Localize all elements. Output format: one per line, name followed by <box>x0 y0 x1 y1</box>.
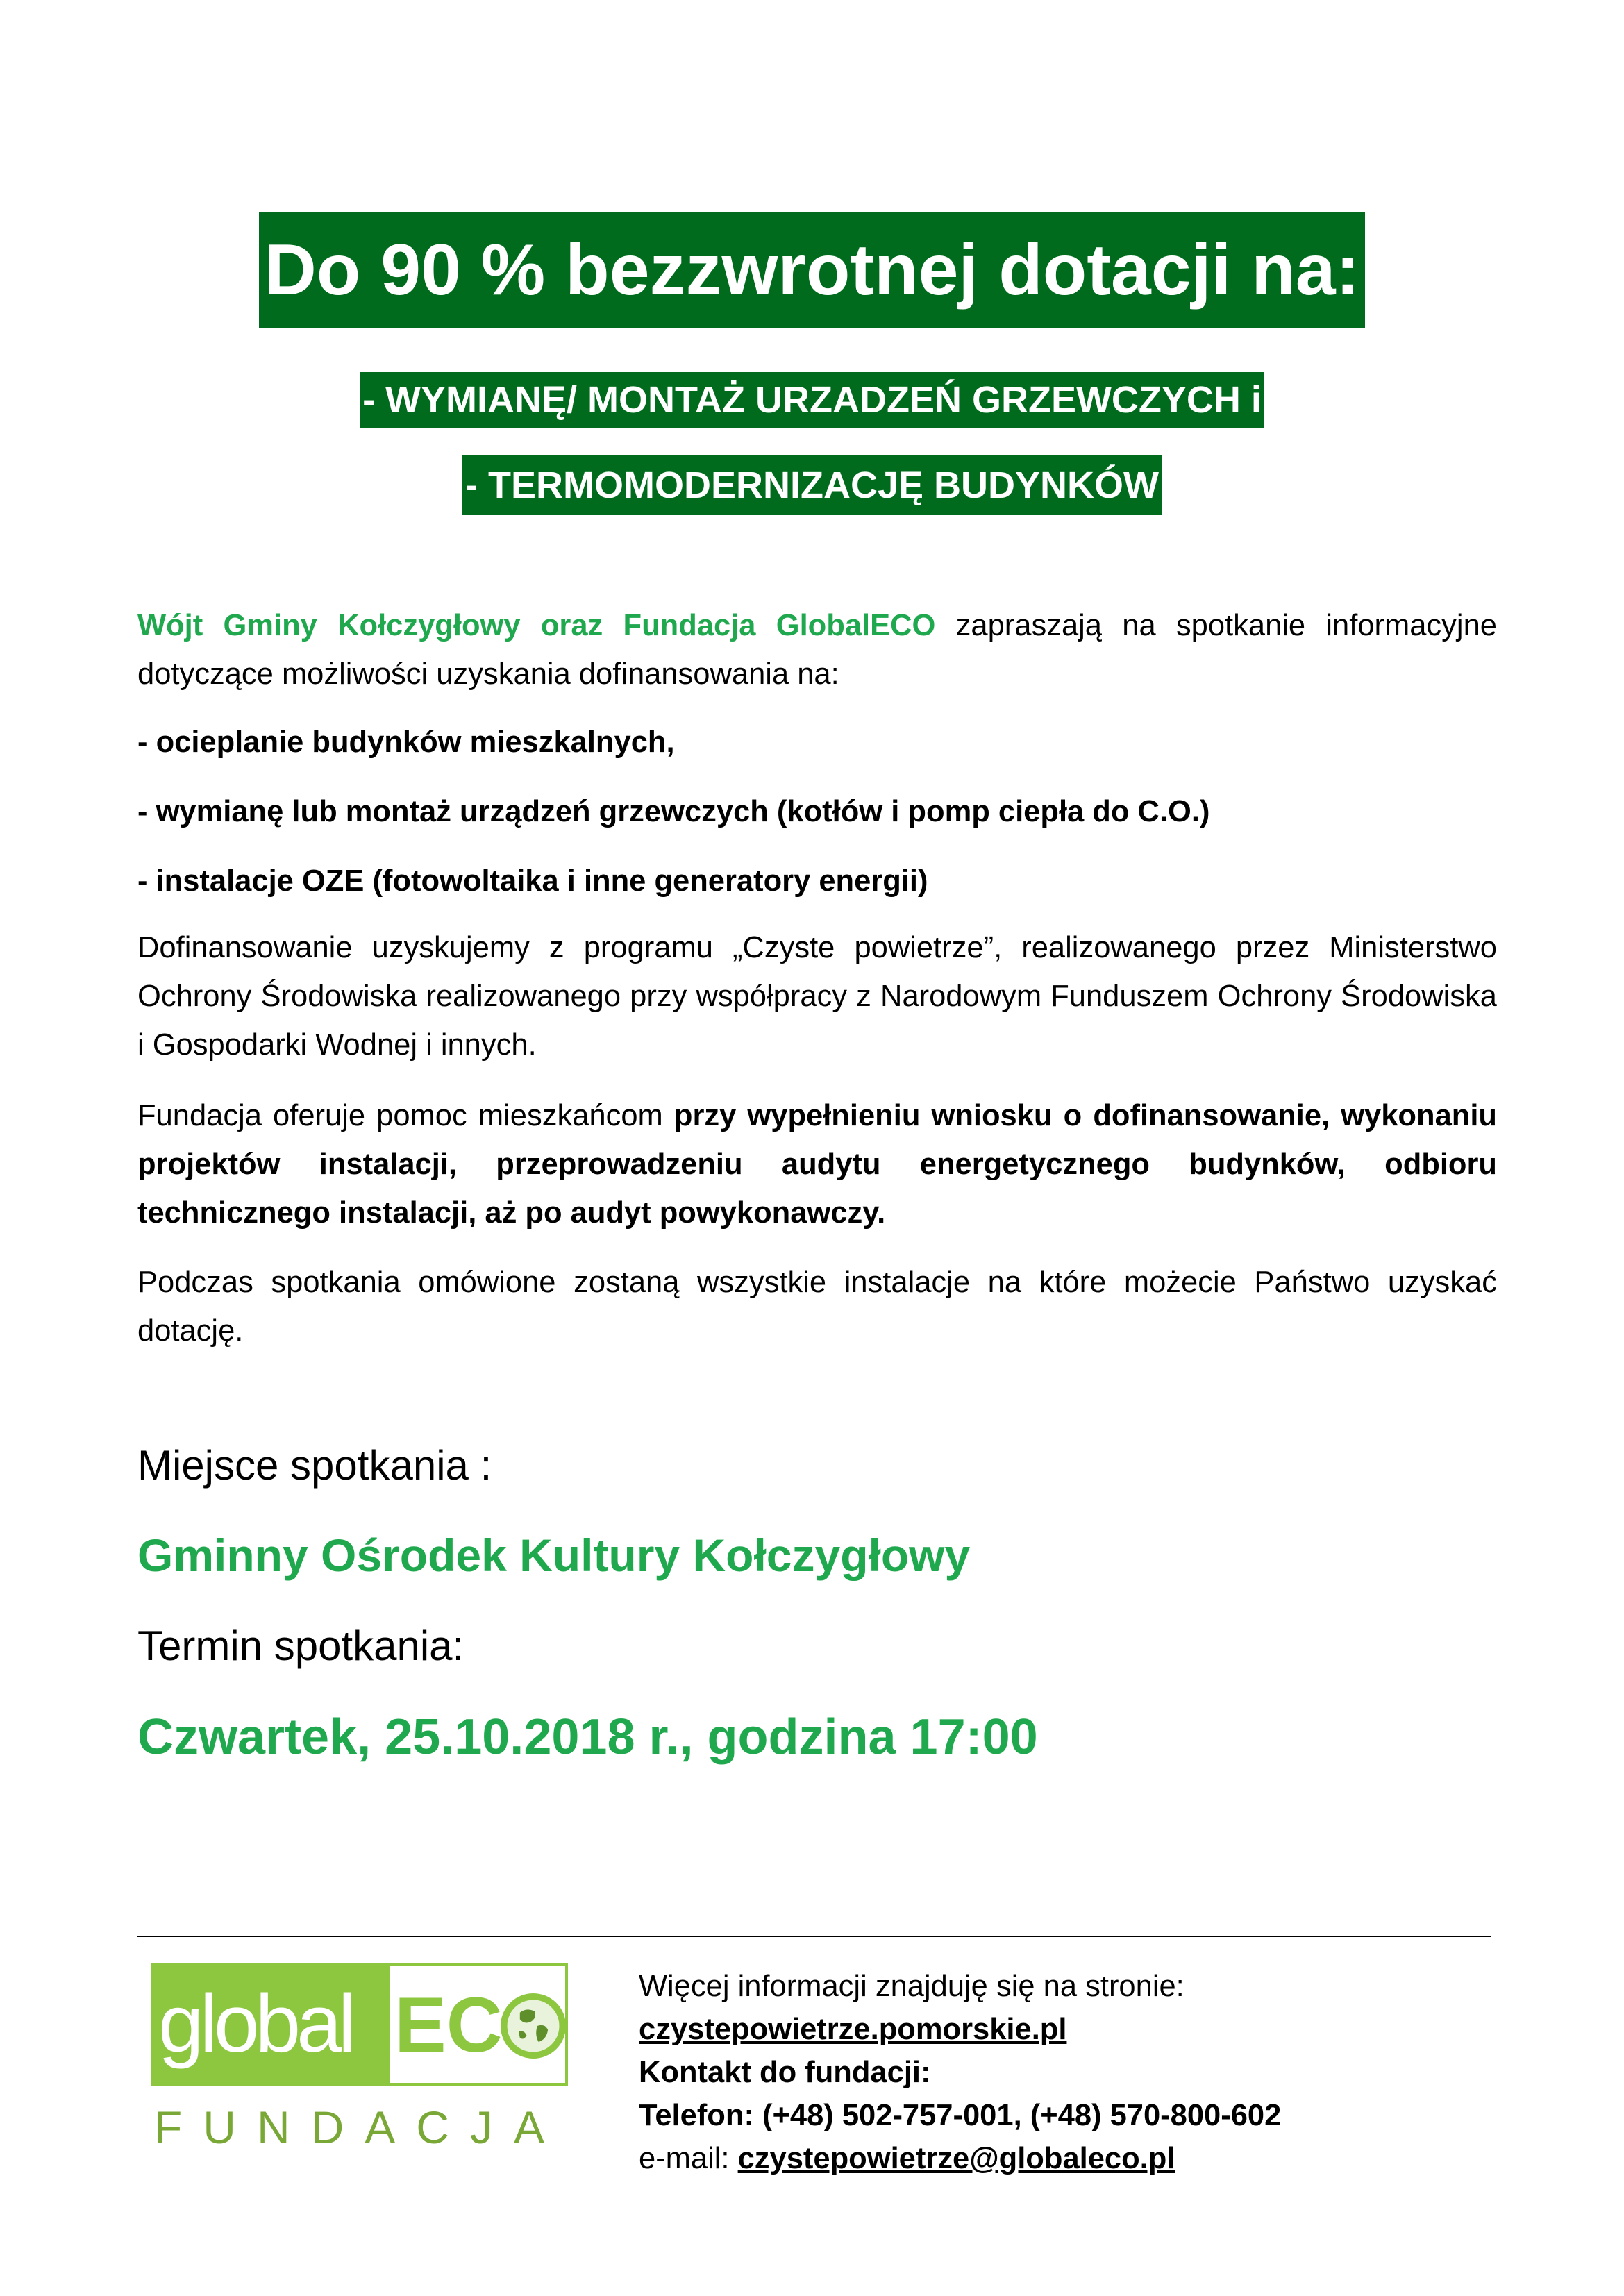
headline-banner <box>0 212 1624 328</box>
term-value: Czwartek, 25.10.2018 r., godzina 17:00 <box>137 1709 1038 1765</box>
footer-divider <box>137 1936 1491 1937</box>
email-link[interactable]: czystepowietrze@globaleco.pl <box>737 2142 1175 2175</box>
list-item: - instalacje OZE (fotowoltaika i inne generatory energii) <box>137 864 928 898</box>
more-info-text: Więcej informacji znajduję się na stronie: <box>639 1970 1184 2003</box>
program-paragraph: Dofinansowanie uzyskujemy z programu „Czyste powietrze”, realizowanego przez Ministerstwo Ochrony Środowiska realizowanego przy współpracy z Narodowym Funduszem Ochrony Środowiska i Gospodarki Wodnej i innych. <box>137 931 1497 1062</box>
headline-title: Do 90 % bezzwrotnej dotacji na: <box>259 212 1366 328</box>
contact-label: Kontakt do fundacji: <box>639 2056 931 2089</box>
intro-paragraph <box>137 601 1497 698</box>
subheadline-line-1: - WYMIANĘ/ MONTAŻ URZADZEŃ GRZEWCZYCH i <box>360 372 1264 428</box>
phone-text: Telefon: (+48) 502-757-001, (+48) 570-800-602 <box>639 2099 1282 2132</box>
organizers-text: Wójt Gminy Kołczygłowy oraz Fundacja GlobalECO <box>137 609 936 642</box>
email-line <box>639 2137 1281 2180</box>
contact-block <box>639 1965 1281 2180</box>
list-item: - wymianę lub montaż urządzeń grzewczych (kotłów i pomp ciepła do C.O.) <box>137 795 1210 828</box>
help-bold-text: przy wypełnieniu wniosku o dofinansowanie, wykonaniu projektów instalacji, przeprowadzeniu audytu energetycznego budynków, odbioru technicznego instalacji, aż po audyt powykonawczy. <box>137 1099 1497 1230</box>
logo-word-global: global <box>158 1978 352 2070</box>
globaleco-logo <box>151 1963 568 2158</box>
subheadline-banner-1 <box>0 372 1624 428</box>
place-value: Gminny Ośrodek Kultury Kołczygłowy <box>137 1530 971 1581</box>
logo-word-fundacja: FUNDACJA <box>153 2102 565 2153</box>
help-paragraph <box>137 1091 1497 1237</box>
list-item: - ocieplanie budynków mieszkalnych, <box>137 726 675 759</box>
logo-box <box>151 1963 568 2086</box>
email-label: e-mail: <box>639 2142 738 2175</box>
logo-word-eco: EC <box>394 1981 503 2068</box>
globe-icon <box>500 1993 567 2059</box>
term-label: Termin spotkania: <box>137 1623 464 1669</box>
subheadline-line-2: - TERMOMODERNIZACJĘ BUDYNKÓW <box>462 455 1162 515</box>
help-prefix: Fundacja oferuje pomoc mieszkańcom <box>137 1099 674 1132</box>
place-label: Miejsce spotkania : <box>137 1442 492 1489</box>
meeting-paragraph: Podczas spotkania omówione zostaną wszystkie instalacje na które możecie Państwo uzyskać dotację. <box>137 1266 1497 1348</box>
website-link[interactable]: czystepowietrze.pomorskie.pl <box>639 2013 1067 2046</box>
subheadline-banner-2 <box>0 455 1624 515</box>
intro-text: zapraszają na spotkanie informacyjne dotyczące możliwości uzyskania dofinansowania na: <box>137 609 1497 691</box>
